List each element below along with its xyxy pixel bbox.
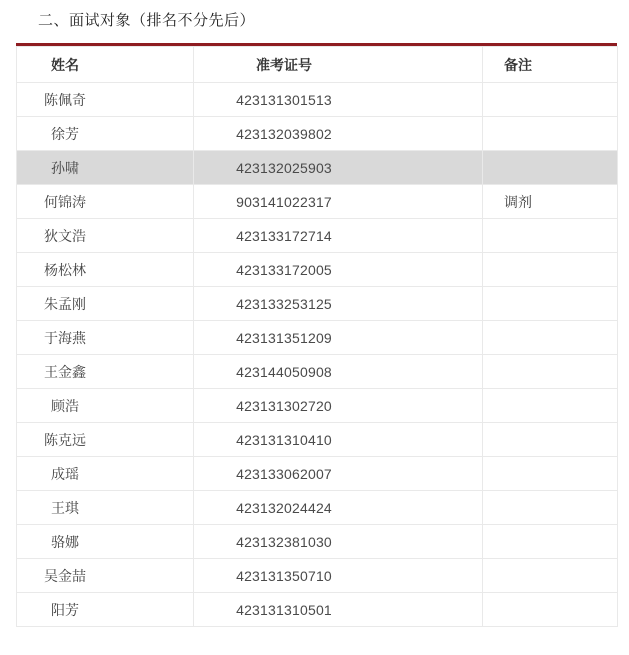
cell-ticket — [194, 287, 483, 321]
table-row — [17, 593, 618, 627]
table-row — [17, 219, 618, 253]
table-row — [17, 321, 618, 355]
ticket-number: 423133253125 — [236, 295, 332, 312]
cell-name — [17, 321, 194, 355]
cell-name — [17, 389, 194, 423]
table-row — [17, 83, 618, 117]
cell-name — [17, 491, 194, 525]
table-header-row — [17, 47, 618, 83]
ticket-number: 423131310501 — [236, 601, 332, 618]
cell-name — [17, 355, 194, 389]
cell-name — [17, 525, 194, 559]
ticket-number: 423132381030 — [236, 533, 332, 550]
cell-ticket — [194, 151, 483, 185]
candidate-name: 徐芳 — [51, 125, 79, 142]
cell-name — [17, 559, 194, 593]
cell-ticket — [194, 423, 483, 457]
column-header-remark — [483, 47, 618, 83]
ticket-number: 423132024424 — [236, 499, 332, 516]
ticket-number: 423133172005 — [236, 261, 332, 278]
table-row — [17, 185, 618, 219]
cell-name — [17, 593, 194, 627]
candidate-name: 朱孟刚 — [44, 295, 86, 312]
candidate-name: 何锦涛 — [44, 193, 86, 210]
cell-remark — [483, 83, 618, 117]
cell-ticket — [194, 525, 483, 559]
candidate-name: 杨松林 — [44, 261, 86, 278]
ticket-number: 423133172714 — [236, 227, 332, 244]
cell-name — [17, 287, 194, 321]
candidate-name: 顾浩 — [51, 397, 79, 414]
ticket-number: 903141022317 — [236, 193, 332, 210]
candidate-name: 陈佩奇 — [44, 91, 86, 108]
table-row — [17, 355, 618, 389]
column-header-name-label: 姓名 — [51, 56, 79, 73]
cell-ticket — [194, 457, 483, 491]
candidate-name: 陈克远 — [44, 431, 86, 448]
cell-ticket — [194, 491, 483, 525]
cell-remark — [483, 355, 618, 389]
cell-remark — [483, 287, 618, 321]
candidate-name: 成瑶 — [51, 465, 79, 482]
cell-ticket — [194, 117, 483, 151]
cell-ticket — [194, 219, 483, 253]
cell-remark — [483, 185, 618, 219]
candidate-name: 狄文浩 — [44, 227, 86, 244]
cell-remark — [483, 423, 618, 457]
candidate-name: 王金鑫 — [44, 363, 86, 380]
ticket-number: 423131351209 — [236, 329, 332, 346]
ticket-number: 423133062007 — [236, 465, 332, 482]
cell-ticket — [194, 185, 483, 219]
cell-remark — [483, 219, 618, 253]
cell-name — [17, 151, 194, 185]
candidate-name: 骆娜 — [51, 533, 79, 550]
column-header-ticket-label: 准考证号 — [256, 56, 312, 73]
cell-remark — [483, 593, 618, 627]
page-title: 二、面试对象（排名不分先后） — [38, 12, 256, 29]
candidate-name: 孙啸 — [51, 159, 79, 176]
cell-remark — [483, 253, 618, 287]
column-header-ticket — [194, 47, 483, 83]
table-row — [17, 525, 618, 559]
ticket-number: 423132039802 — [236, 125, 332, 142]
cell-remark — [483, 117, 618, 151]
cell-ticket — [194, 321, 483, 355]
table-row — [17, 151, 618, 185]
cell-ticket — [194, 83, 483, 117]
candidate-name: 阳芳 — [51, 601, 79, 618]
cell-remark — [483, 389, 618, 423]
ticket-number: 423131350710 — [236, 567, 332, 584]
cell-remark — [483, 457, 618, 491]
column-header-remark-label: 备注 — [504, 56, 532, 73]
cell-ticket — [194, 389, 483, 423]
ticket-number: 423131302720 — [236, 397, 332, 414]
ticket-number: 423144050908 — [236, 363, 332, 380]
cell-name — [17, 83, 194, 117]
cell-ticket — [194, 253, 483, 287]
ticket-number: 423132025903 — [236, 159, 332, 176]
cell-name — [17, 423, 194, 457]
table-row — [17, 457, 618, 491]
cell-remark — [483, 525, 618, 559]
table-row — [17, 117, 618, 151]
table-row — [17, 491, 618, 525]
ticket-number: 423131301513 — [236, 91, 332, 108]
ticket-number: 423131310410 — [236, 431, 332, 448]
table-row — [17, 559, 618, 593]
cell-name — [17, 253, 194, 287]
cell-name — [17, 457, 194, 491]
table-row — [17, 287, 618, 321]
cell-name — [17, 117, 194, 151]
candidates-table — [16, 46, 618, 627]
table-row — [17, 423, 618, 457]
candidate-name: 于海燕 — [44, 329, 86, 346]
cell-ticket — [194, 593, 483, 627]
cell-remark — [483, 491, 618, 525]
cell-ticket — [194, 559, 483, 593]
cell-name — [17, 219, 194, 253]
table-row — [17, 253, 618, 287]
remark-text: 调剂 — [504, 193, 532, 210]
cell-remark — [483, 151, 618, 185]
table-row — [17, 389, 618, 423]
cell-ticket — [194, 355, 483, 389]
cell-remark — [483, 559, 618, 593]
cell-name — [17, 185, 194, 219]
candidate-name: 王琪 — [51, 499, 79, 516]
candidate-name: 吴金喆 — [44, 567, 86, 584]
cell-remark — [483, 321, 618, 355]
column-header-name — [17, 47, 194, 83]
